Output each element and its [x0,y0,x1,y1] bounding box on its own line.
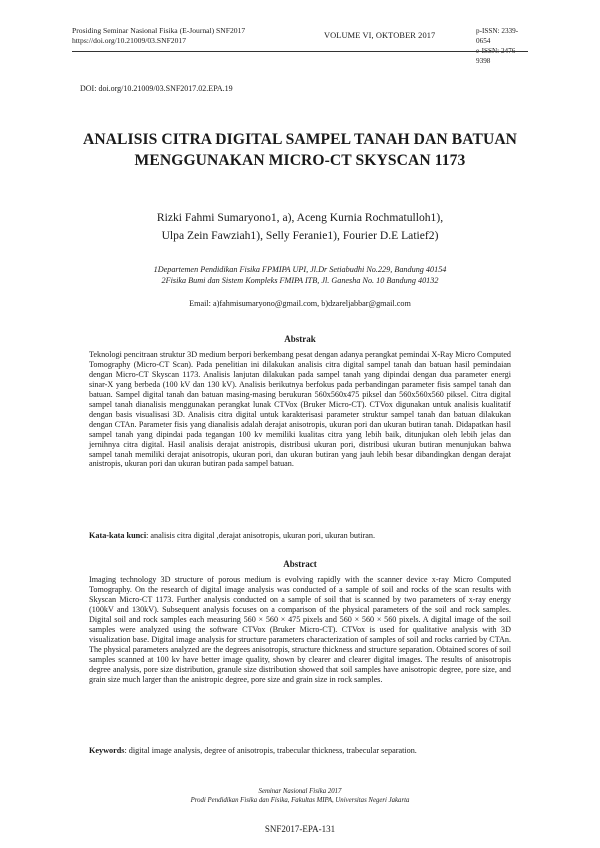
paper-title: ANALISIS CITRA DIGITAL SAMPEL TANAH DAN BATUAN MENGGUNAKAN MICRO-CT SKYSCAN 1173 [82,131,518,169]
header-issn [476,26,528,66]
authors-line-1: Rizki Fahmi Sumaryono1, a), Aceng Kurnia Rochmatulloh1), [156,211,444,224]
abstrak-keywords-label: Kata-kata kunci [89,531,147,540]
footer-institution: Prodi Pendidikan Fisika dan Fisika, Fakultas MIPA, Universitas Negeri Jakarta [190,797,410,804]
affiliations [72,264,528,286]
header-journal-name: Prosiding Seminar Nasional Fisika (E-Journal) SNF2017 [72,26,246,35]
abstrak-heading: Abstrak [284,334,316,344]
header-pissn: p-ISSN: 2339-0654 [476,27,519,45]
page-number: SNF2017-EPA-131 [264,824,336,834]
header-eissn: e-ISSN: 2476-9398 [476,47,518,65]
page-footer [72,787,528,805]
header-journal-doi: https://doi.org/10.21009/03.SNF2017 [72,36,186,45]
contact-email: Email: a)fahmisumaryono@gmail.com, b)dzareljabbar@gmail.com [189,299,411,308]
header-divider [72,51,528,52]
abstract-text: Imaging technology 3D structure of porous medium is evolving rapidly with the scanner device x-ray Micro Computed Tomography. On the research of digital image analysis was conducted of a sample of soil and rocks of the scan results with Skyscan Micro-CT 1173. Further analysis conducted on a sample of soil that is scanned by two parameters of x-ray energy (100kV and 130kV). Subsequent analysis focuses on a comparison of the physical parameters of the soil and rock samples. Digital soil and rock samples each measuring 560 × 560 × 475 pixels and 560 × 560 × 560 pixels. A digital image of the soil samples were analyzed using the software CTVox (Bruker Micro-CT). CTVox is used for qualitative analysis with 3D visualization base. Digital image analysis for structure parameters characterization of samples of soil and rocks carried by CTAn. The physical parameters analyzed are the degrees anisotropis, structure thickness and structure separation. Obtained scores of soil samples scanned at 100 kv have better image quality, shown by clearer and clearer digital images. The results of anisotropis degree analysis, pore size distribution, granule size distribution showed that soil samples have anisotropic degree, pore size, and grain size much larger than the anistropic degree, pore size and grain size in rock samples. [89,575,511,684]
abstract-keywords-label: Keywords [89,746,125,755]
abstract-keywords-text: : digital image analysis, degree of anisotropis, trabecular thickness, trabecular separation. [124,746,417,755]
abstrak-text: Teknologi pencitraan struktur 3D medium berpori berkembang pesat dengan adanya perangkat pemindai X-Ray Micro Computed Tomography (Micro-CT Scan). Pada penelitian ini dilakukan analisis citra digital sampel tanah dan batuan hasil pemindaian dengan Micro-CT Skyscan 1173. Analisis lanjutan dilakukan pada sampel tanah yang dipindai dengan dua parameter energi sinar-X yang berbeda (100 kV dan 130 kV). Analisis berikutnya berfokus pada perbandingan parameter fisis sampel tanah dan batuan. Sampel digital tanah dan batuan masing-masing berukuran 560x560x475 piksel dan 560x560x560 piksel. Citra digital sampel tanah dianalisis menggunakan perangkat lunak CTVox (Bruker Micro-CT). CTVox digunakan untuk analisis kualitatif dengan basis visualisasi 3D. Analisis citra digital untuk karakterisasi parameter struktur sampel tanah dan batuan dilakukan dengan CTAn. Parameter fisis yang dianalisis adalah derajat anisotropis, ukuran pori dan ukuran butiran tanah. Didapatkan hasil sampel tanah yang dipindai pada tegangan 100 kv memiliki kualitas citra yang lebih baik, ditunjukan oleh lebih jelas dan jernihnya citra digital. Hasil analisis derajat anistropis, distribusi ukuran pori, distribusi ukuran butiran menunjukan bahwa sampel tanah memiliki derajat anisotropis, ukuran pori, dan ukuran butiran yang jauh lebih besar dibandingkan dengan derajat anistropis, ukuran pori dan ukuran butiran pada sampel batuan. [89,350,511,469]
abstract-keywords [89,746,511,755]
abstrak-keywords [89,531,511,540]
doi-line: DOI: doi.org/10.21009/03.SNF2017.02.EPA.19 [80,84,233,93]
abstrak-keywords-text: : analisis citra digital ,derajat anisotropis, ukuran pori, ukuran butiran. [146,531,376,540]
header-journal [72,26,245,46]
author-list [72,209,528,245]
running-header [72,26,528,65]
affiliation-2: 2Fisika Bumi dan Sistem Kompleks FMIPA ITB, Jl. Ganesha No. 10 Bandung 40132 [161,276,439,285]
affiliation-1: 1Departemen Pendidikan Fisika FPMIPA UPI, Jl.Dr Setiabudhi No.229, Bandung 40154 [153,265,447,274]
abstract-heading: Abstract [283,559,317,569]
header-volume: VOLUME VI, OKTOBER 2017 [324,31,436,40]
authors-line-2: Ulpa Zein Fawziah1), Selly Feranie1), Fourier D.E Latief2) [161,229,439,242]
footer-seminar: Seminar Nasional Fisika 2017 [258,788,342,795]
